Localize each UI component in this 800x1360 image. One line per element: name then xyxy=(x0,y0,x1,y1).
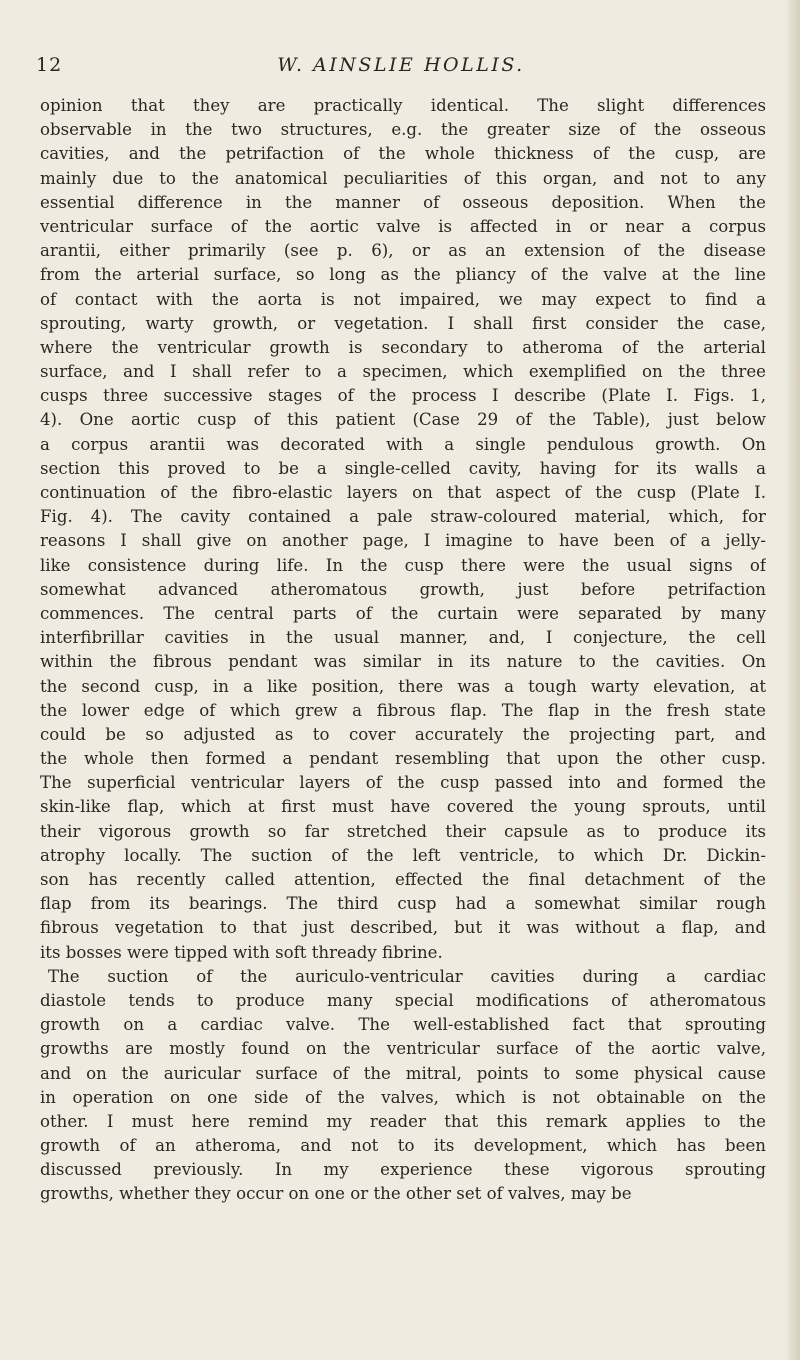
text-line: its bosses were tipped with soft thready fibrine. xyxy=(40,942,443,962)
text-line: from the arterial surface, so long as the pliancy of the valve at the line xyxy=(40,265,766,285)
running-head: W. AINSLIE HOLLIS. xyxy=(277,54,525,76)
text-line: growths, whether they occur on one or the other set of valves, may be xyxy=(40,1184,632,1204)
text-line: cusps three successive stages of the process I describe (Plate I. Figs. 1, xyxy=(40,386,766,406)
text-line: skin-like flap, which at first must have covered the young sprouts, until xyxy=(40,797,766,817)
text-line: in operation on one side of the valves, which is not obtainable on the xyxy=(40,1087,766,1107)
page-header xyxy=(36,54,766,80)
text-line: the second cusp, in a like position, there was a tough warty elevation, at xyxy=(40,676,766,696)
text-line: continuation of the fibro-elastic layers on that aspect of the cusp (Plate I. xyxy=(40,483,766,502)
text-line: the lower edge of which grew a fibrous flap. The flap in the fresh state xyxy=(40,700,766,720)
text-line: The superficial ventricular layers of the cusp passed into and formed the xyxy=(40,773,766,793)
text-line: sprouting, warty growth, or vegetation. I shall first consider the case, xyxy=(40,313,766,333)
text-line: the whole then formed a pendant resembling that upon the other cusp. xyxy=(40,749,766,769)
text-line: arantii, either primarily (see p. 6), or as an extension of the disease xyxy=(40,241,766,261)
text-line: ventricular surface of the aortic valve is affected in or near a corpus xyxy=(40,216,766,236)
text-line: commences. The central parts of the curtain were separated by many xyxy=(40,603,766,623)
page-edge-shadow xyxy=(786,0,800,1360)
text-line: cavities, and the petrifaction of the whole thickness of the cusp, are xyxy=(40,144,766,164)
page-number: 12 xyxy=(36,54,63,76)
text-line: a corpus arantii was decorated with a single pendulous growth. On xyxy=(40,434,766,454)
text-line: fibrous vegetation to that just described, but it was without a flap, and xyxy=(40,918,766,938)
text-line: growth on a cardiac valve. The well-established fact that sprouting xyxy=(40,1015,766,1035)
text-line: of contact with the aorta is not impaired, we may expect to find a xyxy=(40,289,766,309)
text-line: could be so adjusted as to cover accurately the projecting part, and xyxy=(40,724,766,744)
text-line: The suction of the auriculo-ventricular cavities during a cardiac xyxy=(48,966,766,986)
text-line: section this proved to be a single-celled cavity, having for its walls a xyxy=(40,458,766,478)
text-line: and on the auricular surface of the mitral, points to some physical cause xyxy=(40,1063,766,1083)
text-line: discussed previously. In my experience these vigorous sprouting xyxy=(40,1160,766,1180)
text-line: mainly due to the anatomical peculiarities of this organ, and not to any xyxy=(40,168,766,188)
text-line: diastole tends to produce many special modifications of atheromatous xyxy=(40,990,766,1010)
text-line: interfibrillar cavities in the usual manner, and, I conjecture, the cell xyxy=(40,628,766,648)
text-line: within the fibrous pendant was similar in its nature to the cavities. On xyxy=(40,652,766,672)
text-line: like consistence during life. In the cusp there were the usual signs of xyxy=(40,555,766,575)
text-line: growths are mostly found on the ventricular surface of the aortic valve, xyxy=(40,1039,766,1059)
text-line: Fig. 4). The cavity contained a pale straw-coloured material, which, for xyxy=(40,507,766,527)
text-line: their vigorous growth so far stretched their capsule as to produce its xyxy=(40,821,766,841)
text-line: reasons I shall give on another page, I imagine to have been of a jelly- xyxy=(40,531,766,551)
body-text xyxy=(40,94,766,1207)
text-line: where the ventricular growth is secondary to atheroma of the arterial xyxy=(40,337,766,357)
text-line: other. I must here remind my reader that this remark applies to the xyxy=(40,1111,766,1131)
text-line: growth of an atheroma, and not to its development, which has been xyxy=(40,1136,766,1156)
text-line: observable in the two structures, e.g. the greater size of the osseous xyxy=(40,120,766,140)
text-line: surface, and I shall refer to a specimen, which exemplified on the three xyxy=(40,362,766,382)
text-line: son has recently called attention, effected the final detachment of the xyxy=(40,870,766,889)
text-line: 4). One aortic cusp of this patient (Case 29 of the Table), just below xyxy=(40,410,766,430)
text-line: somewhat advanced atheromatous growth, just before petrifaction xyxy=(40,579,766,599)
text-line: atrophy locally. The suction of the left ventricle, to which Dr. Dickin- xyxy=(40,845,766,865)
text-line: opinion that they are practically identical. The slight differences xyxy=(40,96,766,115)
text-line: flap from its bearings. The third cusp had a somewhat similar rough xyxy=(40,894,766,914)
text-line: essential difference in the manner of osseous deposition. When the xyxy=(40,192,766,212)
